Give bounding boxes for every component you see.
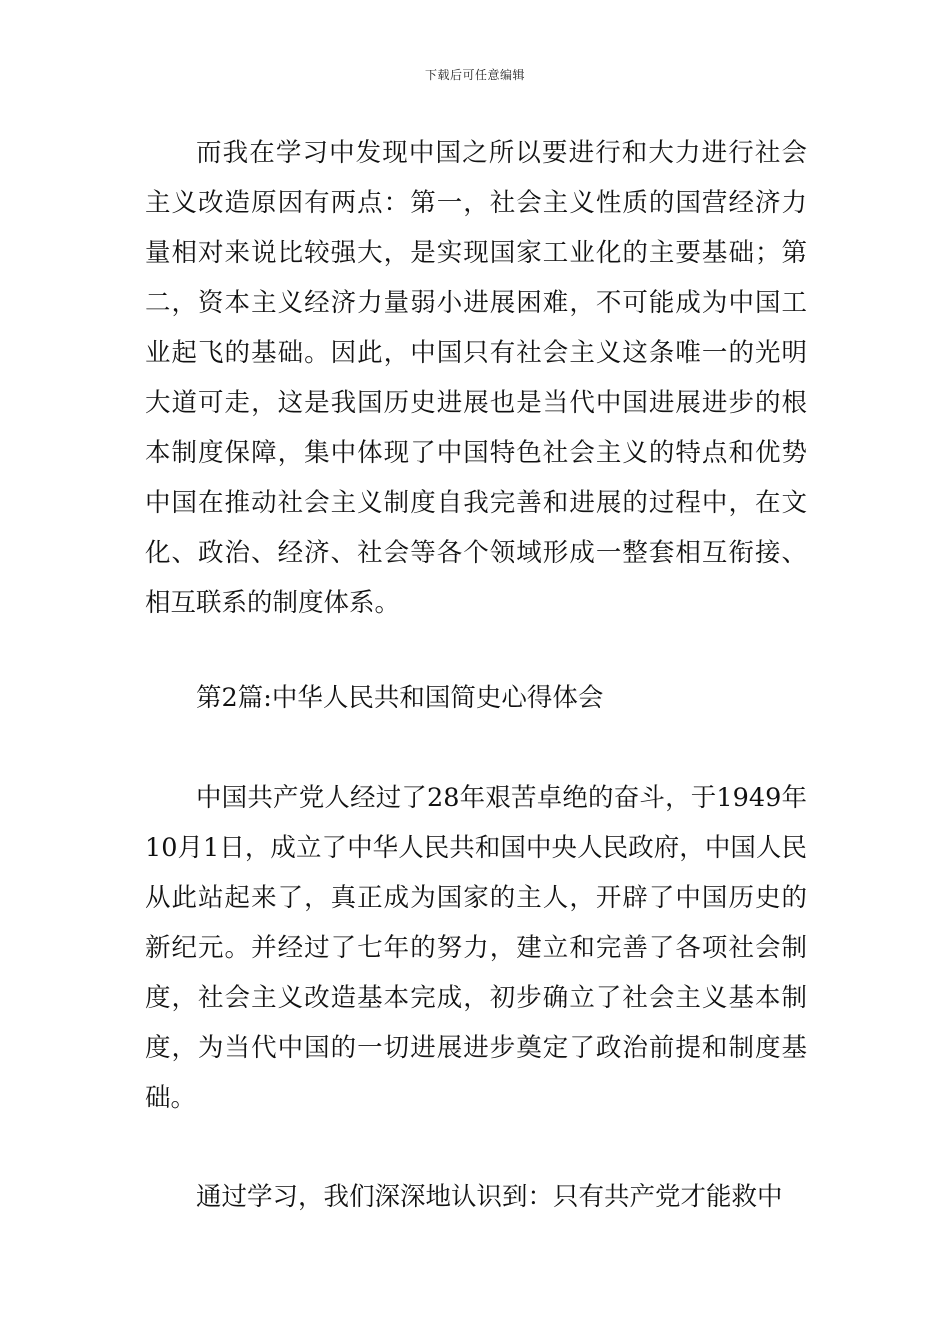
paragraph-learning: 通过学习，我们深深地认识到：只有共产党才能救中 [196, 1182, 783, 1212]
section-heading: 第2篇:中华人民共和国简史心得体会 [196, 683, 604, 713]
paragraph-founding: 中国共产党人经过了28年艰苦卓绝的奋斗，于1949年10月1日，成立了中华人民共和国中央人民政府，中国人民从此站起来了，真正成为国家的主人，开辟了中国历史的新纪元。并经过了七年的努力，建立和完善了各项社会制度，社会主义改造基本完成，初步确立了社会主义基本制度，为当代中国的一切进展进步奠定了政治前提和制度基础。 [145, 783, 807, 1113]
header-note: 下载后可任意编辑 [424, 68, 525, 82]
paragraph-reform-reasons: 而我在学习中发现中国之所以要进行和大力进行社会主义改造原因有两点：第一，社会主义性质的国营经济力量相对来说比较强大，是实现国家工业化的主要基础；第二，资本主义经济力量弱小进展困难，不可能成为中国工业起飞的基础。因此，中国只有社会主义这条唯一的光明大道可走，这是我国历史进展也是当代中国进展进步的根本制度保障，集中体现了中国特色社会主义的特点和优势中国在推动社会主义制度自我完善和进展的过程中，在文化、政治、经济、社会等各个领域形成一整套相互衔接、相互联系的制度体系。 [145, 138, 807, 618]
